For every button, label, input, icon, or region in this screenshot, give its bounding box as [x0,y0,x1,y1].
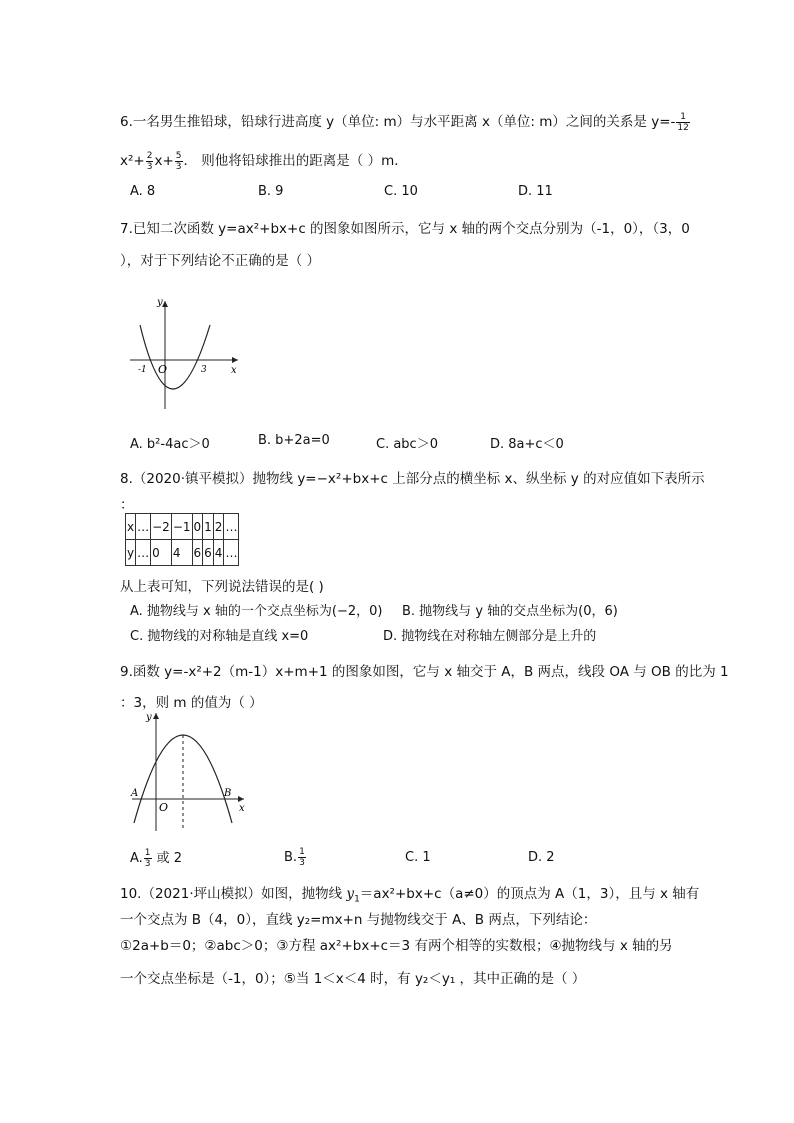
table-cell: 0 [151,540,172,566]
table-cell: 6 [203,540,214,566]
table-cell: −2 [151,514,172,540]
q9-y-label: y [146,712,152,723]
q9-x-label: x [239,803,245,814]
q9-point-a-label: A [131,788,139,799]
q7-parabola-curve [140,325,210,389]
table-cell: 4 [171,540,192,566]
q6-frac1-numerator: 1 [676,112,689,123]
q9-option-b-denominator: 3 [299,858,305,868]
q6-frac3-numerator: 5 [175,150,182,161]
q9-option-a-numerator: 1 [144,848,151,858]
q8-option-c[interactable]: C. 抛物线的对称轴是直线 x=0 [130,629,309,644]
q8-option-b[interactable]: B. 抛物线与 y 轴的交点坐标为(0，6) [402,604,618,619]
q6-fraction-3 [175,151,183,172]
q7-option-b[interactable]: B. b+2a=0 [258,433,330,448]
q8-stem-line3: 从上表可知，下列说法错误的是( ) [120,579,324,595]
q7-y-label: y [157,297,163,308]
q6-question-end: ． 则他将铅球推出的距离是（ ）m． [183,153,408,169]
q6-frac2-numerator: 2 [146,150,153,161]
q9-option-b-fraction [298,847,306,868]
q6-x2-term: x²+ [120,153,145,169]
q7-stem-line2: ），对于下列结论不正确的是（ ） [120,253,321,269]
q7-origin-label: O [158,363,168,376]
table-cell: … [136,514,151,540]
q9-x-arrow-icon [238,796,244,802]
q6-stem-line2 [120,149,408,172]
q10-stem-line1 [120,882,699,905]
q10-stem-line4: 一个交点坐标是（-1，0）；⑤当 1＜x＜4 时，有 y₂＜y₁ ，其中正确的是（ ） [120,971,586,987]
table-cell: … [224,540,239,566]
q7-left-root-label: -1 [138,365,147,375]
q9-option-a-suffix: 或 2 [156,851,183,866]
q9-option-c[interactable]: C. 1 [405,850,431,865]
q6-stem-line1 [120,110,691,133]
q8-option-a[interactable]: A. 抛物线与 x 轴的一个交点坐标为(−2，0) [130,604,383,619]
q9-parabola-graph [126,707,250,833]
q9-option-a[interactable] [130,847,182,869]
q7-x-arrow-icon [232,357,238,363]
table-cell: −1 [171,514,192,540]
table-row [126,514,239,540]
q6-fraction-2 [146,151,154,172]
q6-fraction-1 [676,112,689,133]
q9-stem-line2: ：3，则 m 的值为（ ） [120,695,263,711]
q7-x-label: x [231,365,237,376]
table-cell: y [126,540,136,566]
q6-option-c[interactable]: C. 10 [384,184,418,199]
table-cell: 2 [213,514,224,540]
q8-stem-line2: ： [120,497,134,513]
q8-option-d[interactable]: D. 抛物线在对称轴左侧部分是上升的 [383,629,597,644]
table-cell: … [136,540,151,566]
q10-y1-subscript: 1 [354,894,360,905]
q6-frac2-denominator: 3 [146,161,153,172]
q8-value-table [125,513,239,566]
q6-option-d[interactable]: D. 11 [518,184,553,199]
table-row [126,540,239,566]
q9-option-d[interactable]: D. 2 [528,850,555,865]
q6-x-term: x+ [154,153,174,169]
q9-origin-label: O [159,801,169,814]
q6-frac1-denominator: 12 [677,122,689,133]
q6-option-a[interactable]: A. 8 [130,184,156,199]
q9-point-b-label: B [224,788,232,799]
q7-parabola-graph [126,293,244,413]
table-cell: 0 [192,514,203,540]
table-cell: 6 [192,540,203,566]
table-cell: … [224,514,239,540]
q7-option-c[interactable]: C. abc＞0 [376,437,438,452]
q7-y-arrow-icon [162,301,168,307]
q9-option-b[interactable] [284,847,307,868]
table-cell: x [126,514,136,540]
q9-option-b-prefix: B. [284,850,298,865]
q9-y-arrow-icon [153,713,159,719]
q6-frac3-denominator: 3 [175,161,182,172]
q6-stem-text: 6.一名男生推铅球，铅球行进高度 y（单位: m）与水平距离 x（单位: m）之间的关系是 y=- [120,114,676,130]
q7-option-a[interactable]: A. b²-4ac＞0 [130,437,210,452]
q6-option-b[interactable]: B. 9 [258,184,284,199]
q9-option-a-denominator: 3 [144,859,151,869]
q7-right-root-label: 3 [201,365,207,375]
q10-stem-line3: ①2a+b＝0；②abc＞0；③方程 ax²+bx+c＝3 有两个相等的实数根；④抛物线与 x 轴的另 [120,938,673,954]
q10-stem-rest: ＝ax²+bx+c（a≠0）的顶点为 A（1，3），且与 x 轴有 [359,886,700,902]
q10-y1-symbol: y [346,886,355,902]
q7-stem-line1: 7.已知二次函数 y=ax²+bx+c 的图象如图所示，它与 x 轴的两个交点分别为（-1，0），（3，0 [120,221,690,237]
q9-stem-line1: 9.函数 y=-x²+2（m-1）x+m+1 的图象如图，它与 x 轴交于 A，B 两点，线段 OA 与 OB 的比为 1 [120,664,729,680]
q8-stem-line1: 8.（2020·镇平模拟）抛物线 y=−x²+bx+c 上部分点的横坐标 x、纵坐标 y 的对应值如下表所示 [120,471,705,487]
q10-stem-prefix: 10.（2021·坪山模拟）如图，抛物线 [120,886,347,902]
q9-option-b-numerator: 1 [299,847,305,857]
table-cell: 1 [203,514,214,540]
q9-option-a-prefix: A. [130,851,143,866]
q10-stem-line2: 一个交点为 B（4，0），直线 y₂=mx+n 与抛物线交于 A、B 两点，下列结论： [120,912,597,928]
table-cell: 4 [213,540,224,566]
q9-option-a-fraction [144,848,152,869]
q7-option-d[interactable]: D. 8a+c＜0 [490,437,564,452]
